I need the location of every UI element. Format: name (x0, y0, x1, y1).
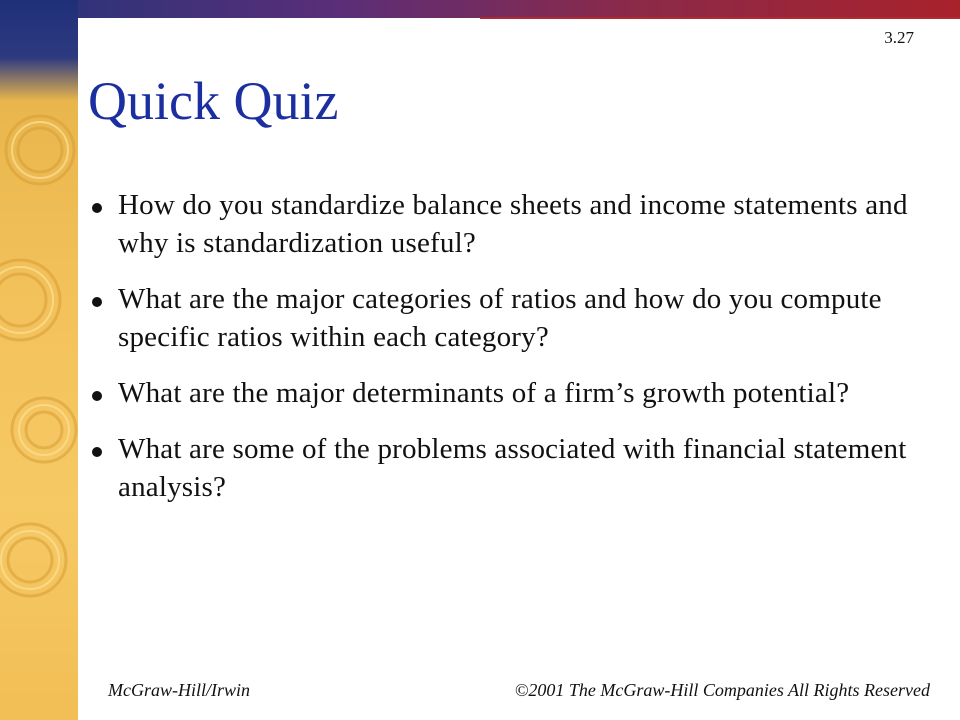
bullet-text: What are the major determinants of a firm’s growth potential? (118, 377, 850, 409)
top-banner (0, 0, 960, 18)
footer-copyright: ©2001 The McGraw-Hill Companies All Rights Reserved (514, 680, 930, 700)
bullet-item (92, 374, 912, 412)
bullet-text: How do you standardize balance sheets and income statements and why is standardization useful? (118, 189, 908, 259)
bullet-dot-icon (92, 297, 102, 307)
bullet-item (92, 280, 912, 356)
slide-title: Quick Quiz (88, 71, 339, 131)
top-divider (480, 17, 960, 19)
bullet-text: What are the major categories of ratios and how do you compute specific ratios within each category? (118, 283, 882, 353)
bullet-list (92, 186, 912, 524)
footer-publisher: McGraw-Hill/Irwin (108, 680, 250, 700)
bullet-item (92, 186, 912, 262)
bullet-text: What are some of the problems associated with financial statement analysis? (118, 433, 907, 503)
bullet-dot-icon (92, 203, 102, 213)
slide-number: 3.27 (884, 28, 914, 47)
bullet-item (92, 430, 912, 506)
bullet-dot-icon (92, 391, 102, 401)
left-decorative-column (0, 0, 78, 720)
coin-pattern-icon (0, 0, 78, 720)
bullet-dot-icon (92, 447, 102, 457)
